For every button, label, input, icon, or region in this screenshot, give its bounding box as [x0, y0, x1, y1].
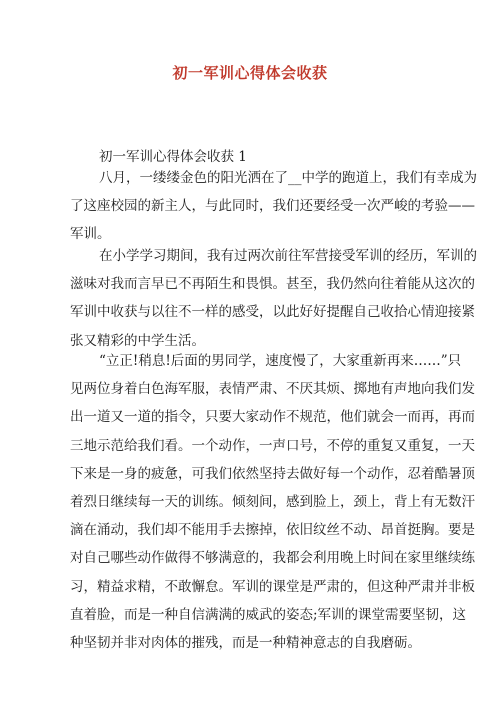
paragraph-line: 习，精益求精，不敢懈怠。军训的课堂是严肃的，但这种严肃并非板 [70, 578, 475, 595]
paragraph-2 [0, 242, 477, 355]
paragraph-line: 出一道又一道的指令，只要大家动作不规范，他们就会一而再，再而 [70, 409, 475, 426]
paragraph-line: 八月，一缕缕金色的阳光洒在了__中学的跑道上，我们有幸成为 [99, 170, 477, 186]
paragraph-line: 军训中收获与以往不一样的感受，以此好好提醒自己收拾心情迎接紧 [70, 304, 475, 321]
paragraph-line: 滋味对我而言早已不再陌生和畏惧。甚至，我仍然向往着能从这次的 [70, 276, 475, 293]
paragraph-line: 军训。 [70, 226, 111, 243]
paragraph-line: 着烈日继续每一天的训练。倾刻间，感到脸上，颈上，背上有无数汗 [70, 494, 475, 511]
paragraph-line: 直着脸，而是一种自信满满的威武的姿态;军训的课堂需要坚韧，这 [70, 606, 467, 623]
section-heading: 初一军训心得体会收获 1 [99, 149, 247, 165]
document-title: 初一军训心得体会收获 [172, 64, 328, 82]
paragraph-line: 见两位身着白色海军服，表情严肃、不厌其烦、掷地有声地向我们发 [70, 381, 475, 398]
paragraph-line: 种坚韧并非对肉体的摧残，而是一种精神意志的自我磨砺。 [70, 635, 421, 652]
paragraph-line: 三地示范给我们看。一个动作，一声口号，不停的重复又重复，一天 [70, 437, 475, 454]
paragraph-line: 下来是一身的疲惫，可我们依然坚持去做好每一个动作，忍着酷暑顶 [70, 465, 475, 482]
paragraph-line: 了这座校园的新主人，与此同时，我们还要经受一次严峻的考验—— [70, 198, 475, 215]
paragraph-line: 在小学学习期间，我有过两次前往军营接受军训的经历，军训的 [99, 248, 477, 264]
paragraph-1 [0, 164, 477, 249]
paragraph-line: 对自己哪些动作做得不够满意的，我都会利用晚上时间在家里继续练 [70, 550, 475, 567]
paragraph-line: “立正!稍息!后面的男同学，速度慢了，大家重新再来……”只 [99, 353, 462, 369]
paragraph-3 [0, 347, 475, 657]
paragraph-line: 张又精彩的中学生活。 [70, 332, 205, 349]
paragraph-line: 滴在涌动，我们却不能用手去擦掉，依旧纹丝不动、昂首挺胸。要是 [70, 522, 475, 539]
